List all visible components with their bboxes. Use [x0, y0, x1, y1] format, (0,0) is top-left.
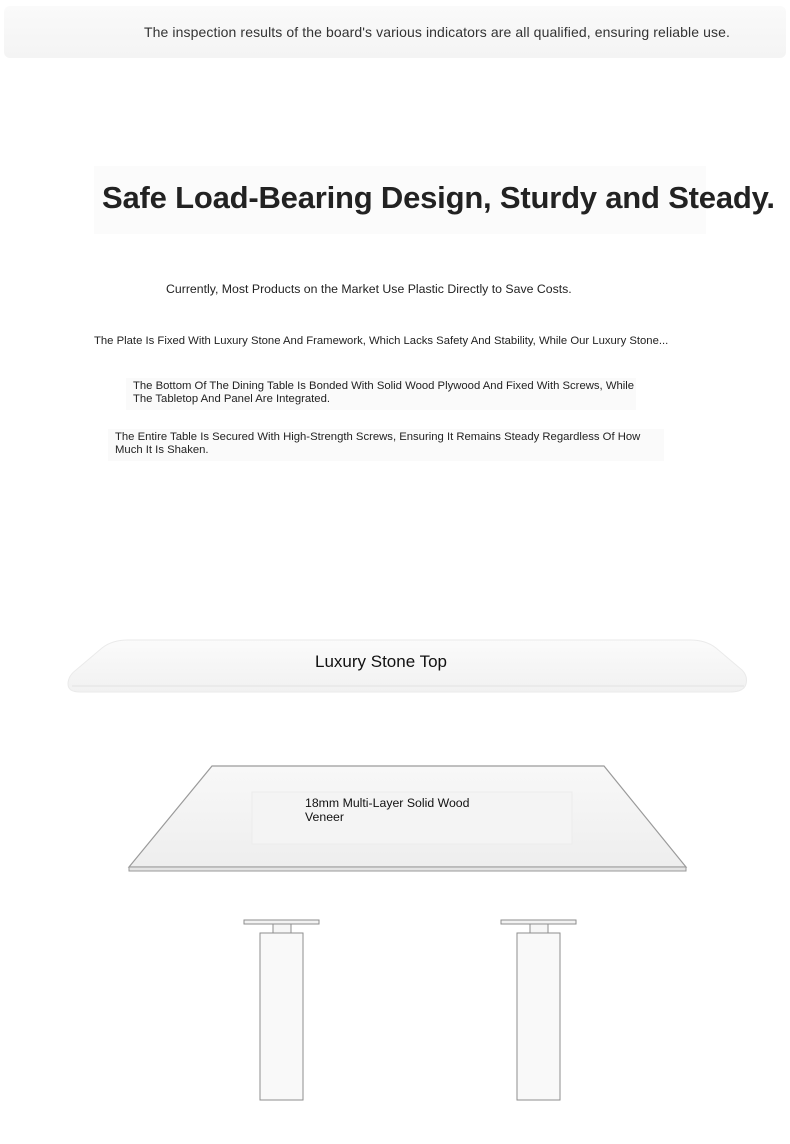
paragraph-plate: The Plate Is Fixed With Luxury Stone And Framework, Which Lacks Safety And Stability, While Our Luxury Stone...	[94, 335, 669, 347]
inspection-caption: The inspection results of the board's various indicators are all qualified, ensuring reliable use.	[143, 24, 730, 40]
paragraph-market: Currently, Most Products on the Market Use Plastic Directly to Save Costs.	[166, 282, 572, 296]
table-exploded-diagram	[0, 620, 790, 1144]
stone-top-label: Luxury Stone Top	[315, 652, 447, 671]
paragraph-screws: The Entire Table Is Secured With High-Strength Screws, Ensuring It Remains Steady Regardless Of How Much It Is Shaken.	[115, 431, 641, 456]
wood-veneer-label: 18mm Multi-Layer Solid Wood Veneer	[305, 796, 470, 824]
table-leg-left	[244, 920, 319, 1100]
page-title: Safe Load-Bearing Design, Sturdy and Steady.	[102, 180, 775, 215]
table-leg-right	[501, 920, 576, 1100]
paragraph-bottom: The Bottom Of The Dining Table Is Bonded With Solid Wood Plywood And Fixed With Screws, While The Tabletop And Panel Are Integrated.	[133, 380, 635, 405]
